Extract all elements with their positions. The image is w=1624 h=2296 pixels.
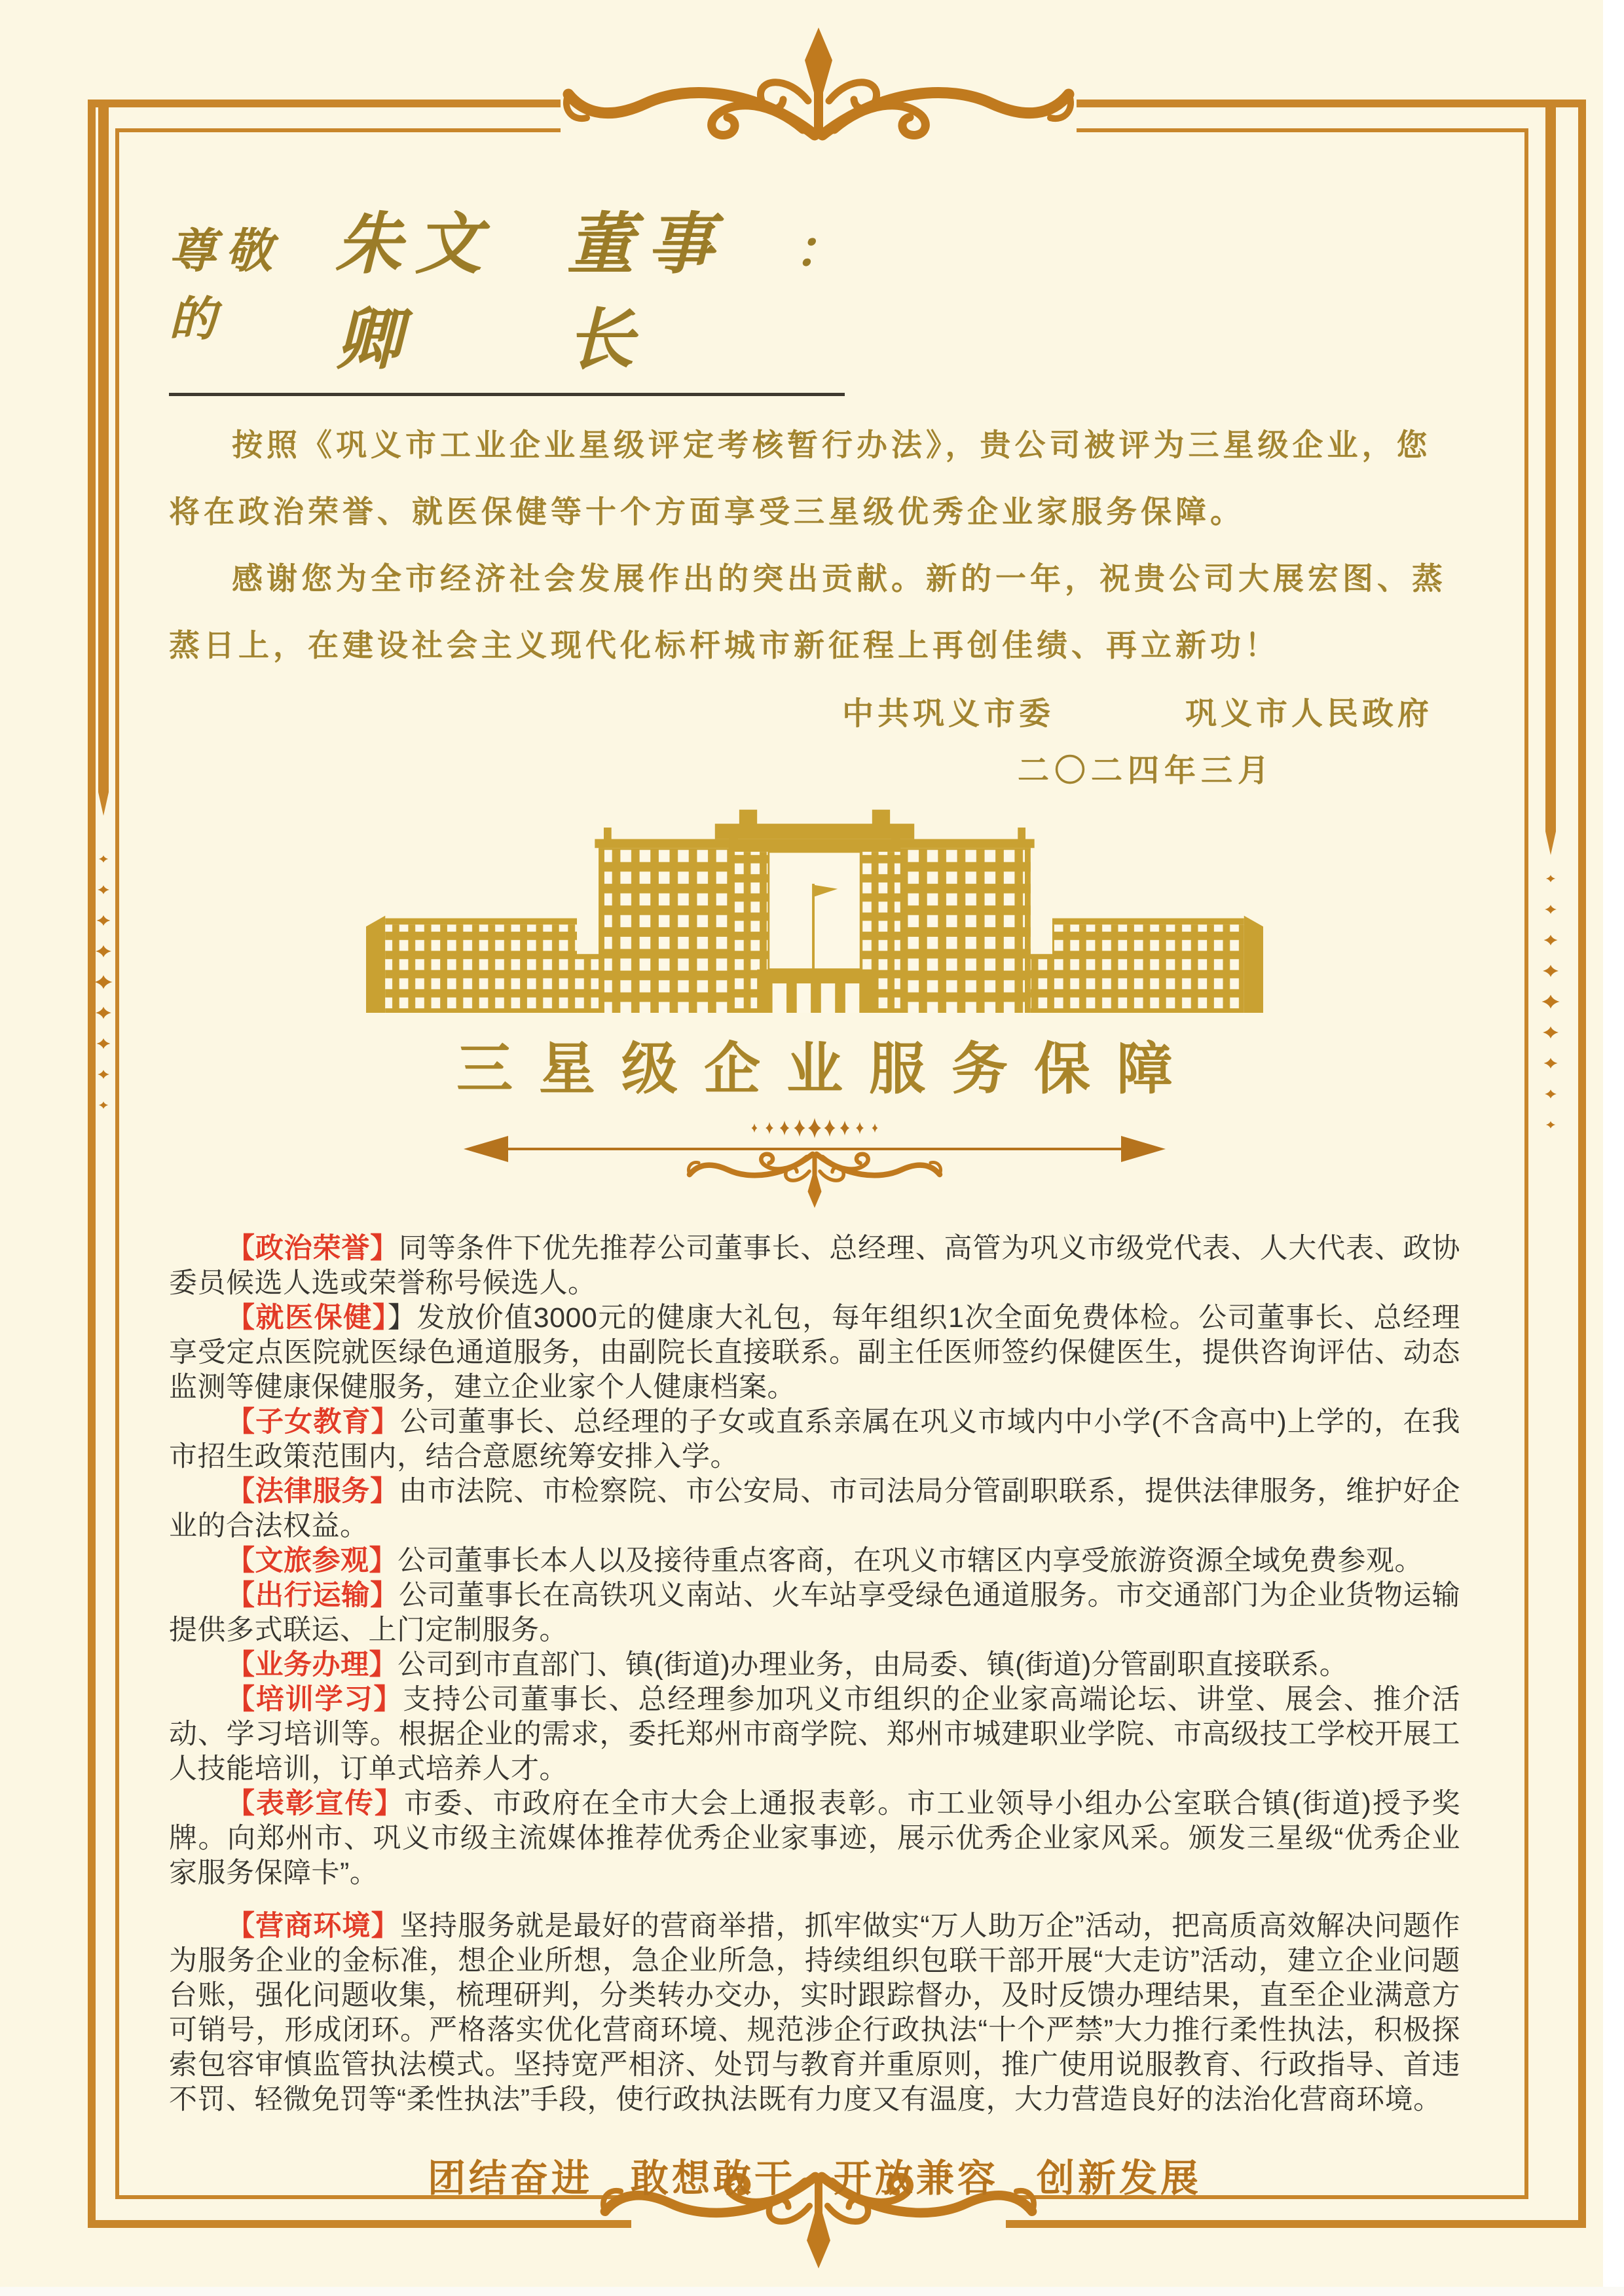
government-building-illustration: [333, 802, 1296, 1013]
section-medical-care: [169, 1301, 1460, 1405]
section-culture-tourism: [169, 1544, 1460, 1578]
section-label: 【法律服务】: [227, 1476, 399, 1507]
section-label: 【表彰宣传】: [227, 1788, 405, 1819]
salutation-colon: ：: [793, 220, 845, 280]
signature-government: 巩义市人民政府: [1185, 697, 1433, 731]
section-text: 由市法院、市检察院、市公安局、市司法局分管副职联系，提供法律服务，维护好企业的合法权益。: [169, 1476, 1461, 1542]
section-text: 支持公司董事长、总经理参加巩义市组织的企业家高端论坛、讲堂、展会、推介活动、学习培训等。根据企业的需求，委托郑州市商学院、郑州市城建职业学院、市高级技工学校开展工人技能培训，订单式培养人才。: [169, 1684, 1461, 1785]
section-text: 公司董事长本人以及接待重点客商，在巩义市辖区内享受旅游资源全域免费参观。: [397, 1545, 1423, 1576]
service-sections: [169, 1231, 1460, 2117]
title-divider-ornament-icon: [454, 1111, 1175, 1222]
scan-edge-right: [1603, 0, 1624, 2296]
slogan-item: 团结奋进: [427, 2157, 593, 2200]
section-legal-service: [169, 1474, 1460, 1544]
top-flourish-ornament-icon: [550, 24, 1087, 194]
right-border-diamonds-icon: [1530, 105, 1572, 1244]
slogan-item: 开放兼容: [834, 2157, 999, 2200]
signature-party: 中共巩义市委: [841, 697, 1054, 731]
section-training-study: [169, 1683, 1460, 1787]
slogan-item: 敢想敢干: [630, 2157, 796, 2200]
letter-paragraph-1: 按照《巩义市工业企业星级评定考核暂行办法》，贵公司被评为三星级企业，您将在政治荣誉、就医保健等十个方面享受三星级优秀企业家服务保障。: [169, 428, 1431, 529]
section-text: 公司到市直部门、镇(街道)办理业务，由局委、镇(街道)分管副职直接联系。: [397, 1649, 1348, 1681]
section-label: 【营商环境】: [227, 1910, 400, 1942]
section-label: 【文旅参观】: [227, 1545, 397, 1576]
section-label: 【业务办理】: [227, 1649, 397, 1681]
section-business-environment: [169, 1909, 1460, 2117]
section-business-handling: [169, 1648, 1460, 1683]
section-text: 公司董事长在高铁巩义南站、火车站享受绿色通道服务。市交通部门为企业货物运输提供多式联运、上门定制服务。: [169, 1580, 1461, 1646]
section-text: 坚持服务就是最好的营商举措，抓牢做实“万人助万企”活动，把高质高效解决问题作为服务企业的金标准，想企业所想，急企业所急，持续组织包联干部开展“大走访”活动，建立企业问题台账，强化问题收集，梳理研判，分类转办交办，实时跟踪督办，及时反馈办理结果，直至企业满意方可销号，形成闭环。严格落实优化营商环境、规范涉企行政执法“十个严禁”大力推行柔性执法，积极探索包容审慎监管执法模式。坚持宽严相济、处罚与教育并重原则，推广使用说服教育、行政指导、首违不罚、轻微免罚等“柔性执法”手段，使行政执法既有力度又有温度，大力营造良好的法治化营商环境。: [169, 1910, 1461, 2115]
section-text: 公司董事长、总经理的子女或直系亲属在巩义市域内中小学(不含高中)上学的，在我市招生政策范围内，结合意愿统筹安排入学。: [169, 1406, 1461, 1472]
section-label: 【就医保健】: [227, 1302, 388, 1334]
section-text: 】发放价值3000元的健康大礼包，每年组织1次全面免费体检。公司董事长、总经理享受定点医院就医绿色通道服务，由副院长直接联系。副主任医师签约保健医生，提供咨询评估、动态监测等健康保健服务，建立企业家个人健康档案。: [169, 1302, 1460, 1403]
section-label: 【培训学习】: [227, 1684, 403, 1715]
letter-paragraph-2: 感谢您为全市经济社会发展作出的突出贡献。新的一年，祝贵公司大展宏图、蒸蒸日上，在建设社会主义现代化标杆城市新征程上再创佳绩、再立新功！: [169, 561, 1447, 663]
page-title: 三星级企业服务保障: [456, 1036, 1199, 1102]
scan-edge-bottom: [0, 2287, 1624, 2296]
section-text: 市委、市政府在全市大会上通报表彰。市工业领导小组办公室联合镇(街道)授予奖牌。向郑州市、巩义市级主流媒体推荐优秀企业家事迹，展示优秀企业家风采。颁发三星级“优秀企业家服务保障卡”。: [169, 1788, 1460, 1889]
letter-body: [169, 412, 1460, 679]
section-label: 【子女教育】: [227, 1406, 400, 1438]
section-label: 【出行运输】: [227, 1580, 399, 1611]
section-label: 【政治荣誉】: [227, 1233, 399, 1264]
bottom-slogan: [169, 2147, 1460, 2202]
left-border-diamonds-icon: [83, 105, 124, 1244]
slogan-item: 创新发展: [1037, 2157, 1202, 2200]
section-text: 同等条件下优先推荐公司董事长、总经理、高管为巩义市级党代表、人大代表、政协委员候选人选或荣誉称号候选人。: [169, 1233, 1461, 1299]
signature-row: [169, 688, 1460, 733]
section-political-honor: [169, 1231, 1460, 1301]
recipient-title: 董事长: [566, 205, 727, 379]
salutation-prefix: 尊敬的: [169, 223, 282, 346]
section-travel-transport: [169, 1578, 1460, 1648]
salutation: [169, 191, 845, 396]
section-children-education: [169, 1405, 1460, 1474]
signature-date: 二〇二四年三月: [1017, 754, 1274, 788]
section-commendation-publicity: [169, 1787, 1460, 1891]
recipient-name: 朱文卿: [335, 205, 495, 379]
letter-content: [169, 191, 1460, 2202]
